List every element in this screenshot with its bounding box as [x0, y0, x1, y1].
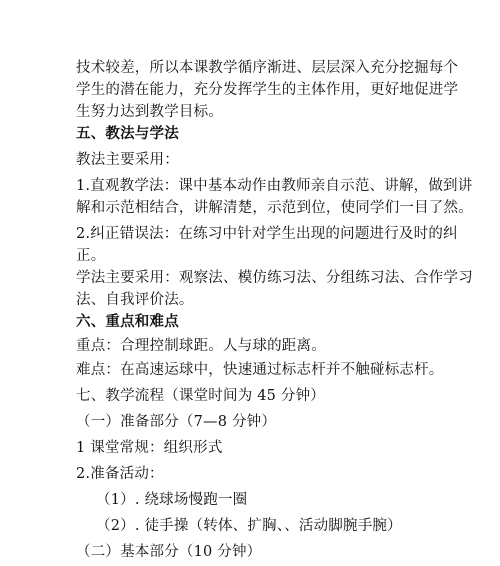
subsection-heading: （二）基本部分（10 分钟） — [76, 544, 262, 560]
paragraph-line: 法、自我评价法。 — [76, 292, 194, 308]
paragraph-line: 教法主要采用： — [76, 152, 179, 168]
list-item: （1）. 绕球场慢跑一圈 — [96, 492, 248, 508]
paragraph-line: 难点：在高速运球中，快速通过标志杆并不触碰标志杆。 — [76, 362, 444, 378]
subsection-heading: （一）准备部分（7—8 分钟） — [76, 414, 277, 430]
paragraph-line: 学生的潜在能力，充分发挥学生的主体作用，更好地促进学 — [76, 82, 459, 98]
paragraph-line: 重点：合理控制球距。人与球的距离。 — [76, 338, 326, 354]
paragraph-line: 解和示范相结合，讲解清楚，示范到位，使同学们一目了然。 — [76, 200, 473, 216]
paragraph-line: 学法主要采用：观察法、模仿练习法、分组练习法、合作学习 — [76, 270, 473, 286]
list-item: 2.纠正错误法：在练习中针对学生出现的问题进行及时的纠 — [76, 226, 458, 242]
paragraph-line: 正。 — [76, 248, 106, 264]
paragraph-line: 生努力达到教学目标。 — [76, 104, 223, 120]
paragraph-line: 技术较差，所以本课教学循序渐进、层层深入充分挖掘每个 — [76, 60, 459, 76]
section-heading-7: 七、教学流程（课堂时间为 45 分钟） — [76, 388, 325, 404]
section-heading-6: 六、重点和难点 — [76, 313, 179, 330]
section-heading-5: 五、教法与学法 — [76, 125, 179, 142]
paragraph-line: 2.准备活动： — [76, 466, 164, 482]
paragraph-line: 1 课堂常规：组织形式 — [76, 440, 223, 456]
list-item: （2）. 徒手操（转体、扩胸、、活动脚腕手腕） — [96, 518, 402, 534]
list-item: 1.直观教学法：课中基本动作由教师亲自示范、讲解，做到讲 — [76, 178, 473, 194]
